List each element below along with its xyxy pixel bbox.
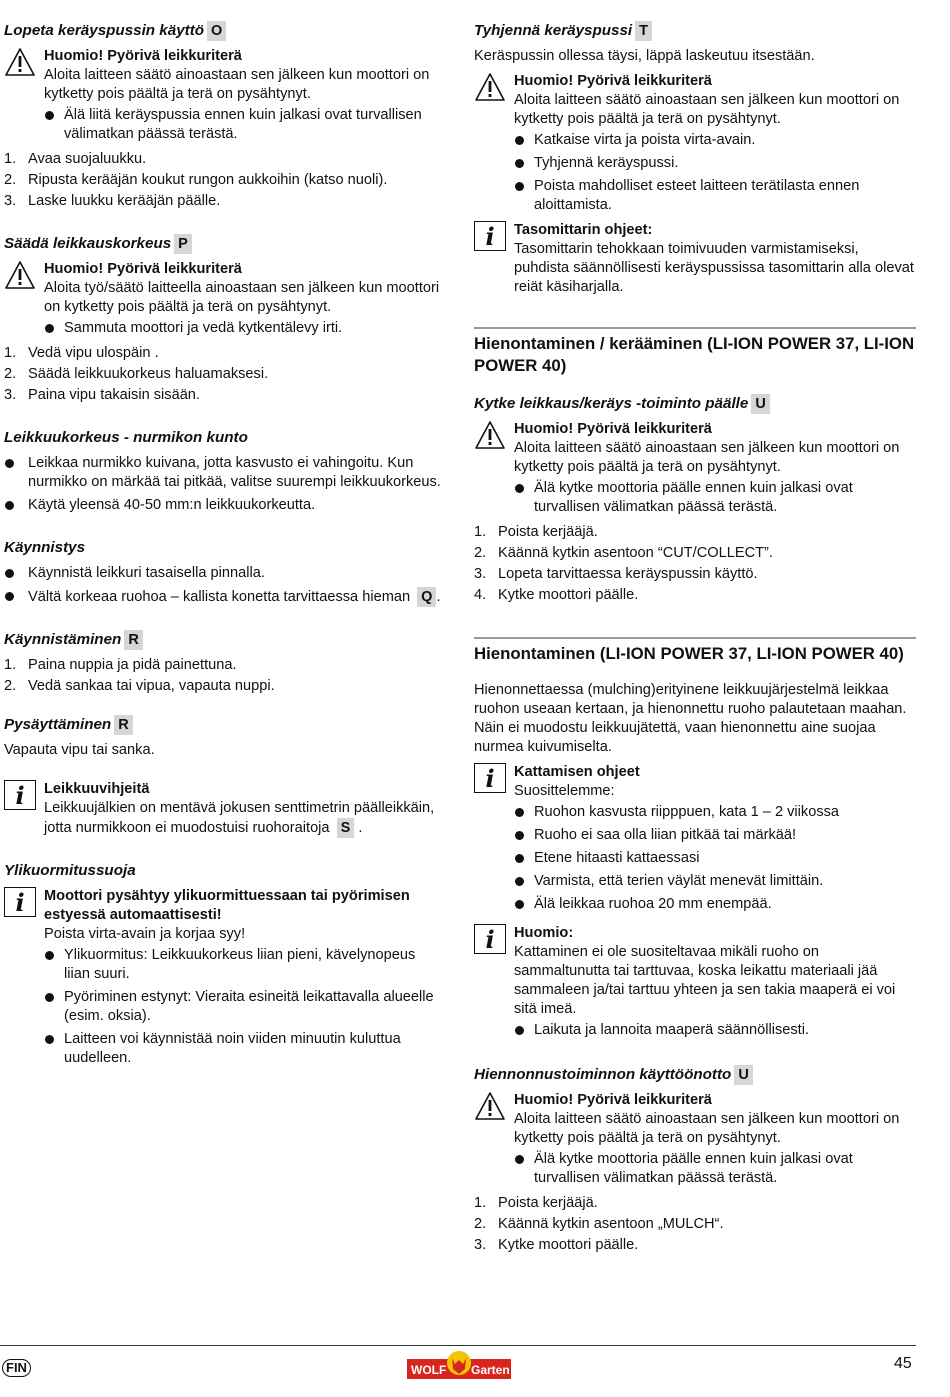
wolf-garten-logo [407, 1350, 511, 1382]
figure-badge: R [124, 630, 142, 650]
page-number: 45 [894, 1355, 912, 1372]
list-item: Laitteen voi käynnistää noin viiden minuutin kuluttua uudelleen. [44, 1030, 444, 1068]
list-item: Älä liitä keräyspussia ennen kuin jalkasi ovat turvallisen välimatkan päässä terästä. [44, 106, 444, 144]
bullet-list [44, 946, 444, 1068]
figure-badge: Q [417, 587, 436, 607]
list-item: Älä kytke moottoria päälle ennen kuin jalkasi ovat turvallisen välimatkan päässä terästä. [514, 479, 916, 517]
list-item: 4. Kytke moottori päälle. [474, 587, 639, 603]
section-title: Leikkuukorkeus - nurmikon kunto [4, 429, 248, 446]
logo-text-right: Garten [471, 1363, 510, 1377]
bullet-list [514, 803, 916, 914]
figure-badge: O [207, 21, 226, 41]
section-title: Hiennonnustoiminnon käyttöönotto U [474, 1064, 916, 1086]
body-text: Keräspussin ollessa täysi, läppä laskeutuu itsestään. [474, 48, 815, 64]
warning-icon [4, 260, 36, 290]
notice-title: Huomio! Pyörivä leikkuriterä [514, 1092, 712, 1108]
section-heading: Hienontaminen / kerääminen (LI-ION POWER 37, LI-ION POWER 40) [474, 334, 915, 375]
list-item: 2. Käännä kytkin asentoon „MULCH“. [474, 1216, 724, 1232]
list-item: 1. Avaa suojaluukku. [4, 151, 147, 167]
notice-title: Leikkuuvihjeitä [44, 781, 150, 797]
notice-title: Huomio! Pyörivä leikkuriterä [514, 73, 712, 89]
bullet-list [4, 564, 444, 607]
info-notice [474, 221, 916, 297]
section-title: Käynnistäminen R [4, 629, 444, 651]
body-text: Vapauta vipu tai sanka. [4, 742, 155, 758]
step-list [474, 523, 916, 605]
list-item: Katkaise virta ja poista virta-avain. [514, 131, 916, 150]
list-item: 1. Poista kerjääjä. [474, 524, 598, 540]
warning-icon [474, 72, 506, 102]
section-start-engine [4, 629, 444, 696]
step-list [4, 656, 444, 696]
figure-badge: R [114, 715, 132, 735]
list-item: Älä leikkaa ruohoa 20 mm enempää. [514, 895, 916, 914]
warning-notice [4, 260, 444, 338]
notice-text: Aloita laitteen säätö ainoastaan sen jälkeen kun moottori on kytketty pois päältä ja terä on pysähtynyt. [514, 440, 900, 475]
list-item: Laikuta ja lannoita maaperä säännöllisesti. [514, 1021, 916, 1040]
list-item: Poista mahdolliset esteet laitteen terätilasta ennen aloittamista. [514, 177, 916, 215]
step-list [4, 150, 444, 211]
info-notice [474, 924, 916, 1040]
list-item: 3. Laske luukku kerääjän päälle. [4, 193, 221, 209]
section-cutting-height [4, 233, 444, 405]
logo-text-left: WOLF [411, 1363, 447, 1377]
info-icon: i [4, 780, 36, 810]
warning-icon [474, 1091, 506, 1121]
list-item: Ruoho ei saa olla liian pitkää tai märkää! [514, 826, 916, 845]
list-item: 2. Vedä sankaa tai vipua, vapauta nuppi. [4, 678, 275, 694]
figure-badge: U [751, 394, 769, 414]
section-title: Säädä leikkauskorkeus P [4, 233, 444, 255]
list-item: 2. Käännä kytkin asentoon “CUT/COLLECT”. [474, 545, 773, 561]
step-list [4, 344, 444, 405]
section-mulching [474, 637, 916, 1040]
list-item: Varmista, että terien väylät menevät limittäin. [514, 872, 916, 891]
info-icon: i [474, 221, 506, 251]
bullet-list [514, 131, 916, 215]
list-item: 2. Ripusta kerääjän koukut rungon aukkoihin (katso nuoli). [4, 172, 388, 188]
list-item: 2. Säädä leikkuukorkeus haluamaksesi. [4, 366, 269, 382]
notice-text: Tasomittarin tehokkaan toimivuuden varmistamiseksi, puhdista säännöllisesti keräyspussissa tasomittarin alla olevat reiät käsiharjalla. [514, 241, 914, 295]
section-stop-collector [4, 20, 444, 211]
list-item: 3. Kytke moottori päälle. [474, 1237, 639, 1253]
language-badge: FIN [2, 1359, 31, 1377]
notice-title: Huomio! Pyörivä leikkuriterä [514, 421, 712, 437]
warning-notice [474, 420, 916, 517]
section-title: Ylikuormitussuoja [4, 862, 136, 879]
notice-title: Tasomittarin ohjeet: [514, 222, 653, 238]
section-stopping [4, 714, 444, 760]
notice-text: Suosittelemme: [514, 783, 615, 799]
list-item: 1. Paina nuppia ja pidä painettuna. [4, 657, 237, 673]
list-item: 3. Paina vipu takaisin sisään. [4, 387, 200, 403]
section-heading: Hienontaminen (LI-ION POWER 37, LI-ION POWER 40) [474, 644, 904, 663]
notice-title: Kattamisen ohjeet [514, 764, 640, 780]
section-empty-bag [474, 20, 916, 297]
figure-badge: P [174, 234, 192, 254]
info-icon: i [474, 763, 506, 793]
section-overload-protection [4, 860, 444, 1068]
section-title: Kytke leikkaus/keräys -toiminto päälle U [474, 393, 916, 415]
bullet-list [514, 1021, 916, 1040]
list-item: Etene hitaasti kattaessasi [514, 849, 916, 868]
bullet-list [44, 106, 444, 144]
list-item: Pyöriminen estynyt: Vieraita esineitä leikattavalla alueelle (esim. oksia). [44, 988, 444, 1026]
list-item: Sammuta moottori ja vedä kytkentälevy irti. [44, 319, 444, 338]
section-mulch-collect [474, 327, 916, 605]
warning-icon [474, 420, 506, 450]
notice-title: Huomio! Pyörivä leikkuriterä [44, 261, 242, 277]
figure-badge: U [734, 1065, 752, 1085]
info-icon: i [474, 924, 506, 954]
list-item: Älä kytke moottoria päälle ennen kuin jalkasi ovat turvallisen välimatkan päässä terästä. [514, 1150, 916, 1188]
warning-icon [4, 47, 36, 77]
figure-badge: T [635, 21, 652, 41]
bullet-list [514, 1150, 916, 1188]
section-title: Pysäyttäminen R [4, 714, 444, 736]
list-item: Ruohon kasvusta riipppuen, kata 1 – 2 viikossa [514, 803, 916, 822]
info-notice [4, 780, 444, 838]
list-item: 1. Vedä vipu ulospäin . [4, 345, 159, 361]
list-item: 3. Lopeta tarvittaessa keräyspussin käyttö. [474, 566, 758, 582]
section-title: Tyhjennä keräyspussi T [474, 20, 916, 42]
list-item: Tyhjennä keräyspussi. [514, 154, 916, 173]
notice-title: Moottori pysähtyy ylikuormittuessaan tai pyörimisen estyessä automaattisesti! [44, 888, 410, 923]
notice-text: Poista virta-avain ja korjaa syy! [44, 926, 246, 942]
notice-text: Kattaminen ei ole suositeltavaa mikäli ruoho on sammaltunutta tai tarttuvaa, koska leikattu materiaali jää sammaleen ja/tai tarttuu yhteen ja sen takia maaperä ei voi sitä imeä. [514, 944, 896, 1017]
bullet-list [44, 319, 444, 338]
notice-title: Huomio: [514, 925, 574, 941]
info-notice [4, 887, 444, 1068]
right-column [474, 20, 916, 1277]
figure-badge: S [337, 818, 355, 838]
bullet-list [4, 454, 444, 515]
section-starting [4, 537, 444, 607]
list-item: Ylikuormitus: Leikkuukorkeus liian pieni, kävelynopeus liian suuri. [44, 946, 444, 984]
notice-text: Aloita työ/säätö laitteella ainoastaan sen jälkeen kun moottori on kytketty pois päältä ja terä on pysähtynyt. [44, 280, 440, 315]
body-text: Hienonnettaessa (mulching)erityinene leikkuujärjestelmä leikkaa ruohon useaan kertaan, ja hienonnettu ruoho palautetaan maahan. Näin ei muodostu leikkuujätettä, vaan hienonnettu aine suojaa nurmea kuivumiselta. [474, 682, 907, 755]
info-icon: i [4, 887, 36, 917]
list-item: Käynnistä leikkuri tasaisella pinnalla. [4, 564, 444, 583]
notice-title: Huomio! Pyörivä leikkuriterä [44, 48, 242, 64]
list-item: Vältä korkeaa ruohoa – kallista konetta tarvittaessa hieman Q . [4, 587, 444, 607]
notice-text: Leikkuujälkien on mentävä jokusen senttimetrin päälleikkäin, jotta nurmikkoon ei muodostuisi ruohoraitoja S . [44, 800, 435, 836]
section-mulch-activation [474, 1064, 916, 1255]
warning-notice [4, 47, 444, 144]
warning-notice [474, 72, 916, 215]
warning-notice [474, 1091, 916, 1188]
notice-text: Aloita laitteen säätö ainoastaan sen jälkeen kun moottori on kytketty pois päältä ja terä on pysähtynyt. [44, 67, 430, 102]
section-cutting-tips [4, 780, 444, 838]
list-item: Käytä yleensä 40-50 mm:n leikkuukorkeutta. [4, 496, 444, 515]
step-list [474, 1194, 916, 1255]
bullet-list [514, 479, 916, 517]
notice-text: Aloita laitteen säätö ainoastaan sen jälkeen kun moottori on kytketty pois päältä ja terä on pysähtynyt. [514, 1111, 900, 1146]
footer-divider [0, 1345, 916, 1346]
list-item: 1. Poista kerjääjä. [474, 1195, 598, 1211]
section-title: Käynnistys [4, 539, 86, 556]
section-title: Lopeta keräyspussin käyttö O [4, 20, 444, 42]
info-notice [474, 763, 916, 914]
notice-text: Aloita laitteen säätö ainoastaan sen jälkeen kun moottori on kytketty pois päältä ja terä on pysähtynyt. [514, 92, 900, 127]
list-item: Leikkaa nurmikko kuivana, jotta kasvusto ei vahingoitu. Kun nurmikko on märkää tai pitkää, valitse suurempi leikkuukorkeus. [4, 454, 444, 492]
section-lawn-condition [4, 427, 444, 515]
left-column [4, 20, 444, 1090]
